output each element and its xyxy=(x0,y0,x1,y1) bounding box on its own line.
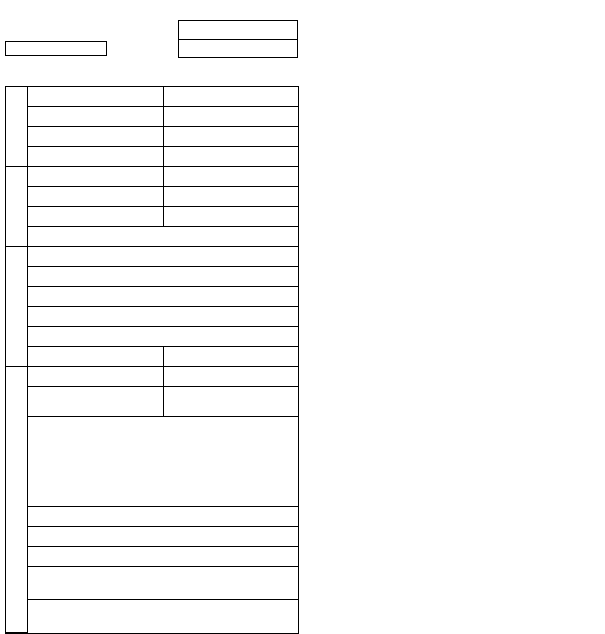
field-18 xyxy=(28,347,163,367)
field-13 xyxy=(28,207,163,227)
field-20 xyxy=(28,367,163,387)
field-6 xyxy=(163,127,298,147)
field-10 xyxy=(163,167,298,187)
section-current xyxy=(6,367,28,633)
notes-panel xyxy=(310,80,600,85)
field-19 xyxy=(163,347,298,367)
field-23 xyxy=(163,387,298,417)
field-5 xyxy=(28,127,163,147)
career-line-4 xyxy=(28,327,298,347)
field-9 xyxy=(28,167,163,187)
field-11 xyxy=(28,187,163,207)
field-17 xyxy=(28,247,298,267)
date-stamp xyxy=(5,41,107,56)
career-line-1 xyxy=(28,267,298,287)
section-study xyxy=(6,167,28,247)
section-applicant xyxy=(6,87,28,167)
field-24 xyxy=(28,417,298,507)
field-4 xyxy=(163,107,298,127)
field-2 xyxy=(163,87,298,107)
field-22 xyxy=(28,387,163,417)
field-7 xyxy=(28,147,113,167)
field-28 xyxy=(28,567,298,600)
field-25 xyxy=(28,507,298,527)
registration-number-label xyxy=(179,21,297,40)
section-career xyxy=(6,247,28,367)
career-line-3 xyxy=(28,307,298,327)
field-29 xyxy=(28,600,298,633)
personnel-form-grid xyxy=(5,86,299,634)
career-line-2 xyxy=(28,287,298,307)
field-8-options xyxy=(248,147,298,167)
field-26 xyxy=(28,527,298,547)
field-21 xyxy=(163,367,298,387)
field-14 xyxy=(163,207,298,227)
field-15 xyxy=(28,227,298,247)
field-1 xyxy=(28,87,163,107)
field-8 xyxy=(163,147,248,167)
field-12 xyxy=(163,187,298,207)
office-label xyxy=(179,40,297,58)
field-3 xyxy=(28,107,163,127)
field-7-options xyxy=(113,147,163,167)
meta-box xyxy=(178,20,298,58)
field-27 xyxy=(28,547,298,567)
